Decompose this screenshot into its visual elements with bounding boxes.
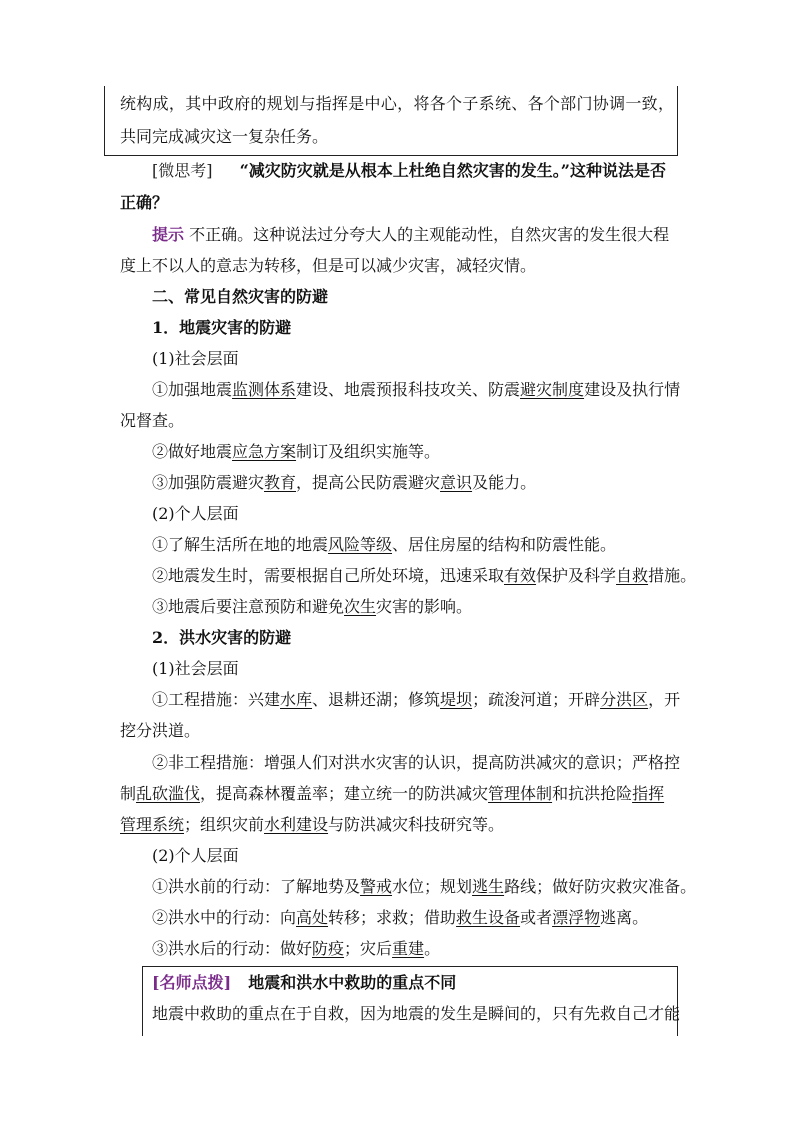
text: 建设、地震预报科技攻关、防震 xyxy=(296,380,521,399)
section-2-title: 二、常见自然灾害的防避 xyxy=(152,287,329,306)
flood-personal-item-3 xyxy=(152,936,440,962)
earthquake-social-item-1 xyxy=(152,377,680,403)
earthquake-social-item-3 xyxy=(152,470,536,496)
text: ①加强地震 xyxy=(152,380,233,399)
earthquake-personal-item-3 xyxy=(152,594,472,620)
text: 灾害的影响。 xyxy=(376,597,473,616)
earthquake-social-heading: (1)社会层面 xyxy=(152,349,239,368)
hint-tag: 提示 xyxy=(152,225,185,244)
hint-text: 不正确。这种说法过分夸大人的主观能动性，自然灾害的发生很大程 xyxy=(189,225,670,244)
text: 。 xyxy=(424,939,441,958)
text: ③洪水后的行动：做好 xyxy=(152,939,313,958)
text: ；组织灾前 xyxy=(184,815,265,834)
text: ，提高公民防震避灾 xyxy=(296,473,441,492)
keyword: 高处 xyxy=(296,908,329,927)
keyword: 逃生 xyxy=(472,877,505,896)
text: 和抗洪抢险 xyxy=(552,784,633,803)
keyword: 监测体系 xyxy=(232,380,297,399)
flood-nonengineering-line-2 xyxy=(120,781,664,807)
flood-social-heading: (1)社会层面 xyxy=(152,659,239,678)
keyword: 警戒 xyxy=(360,877,393,896)
keyword: 管理体制 xyxy=(488,784,553,803)
text: 、居住房屋的结构和防震性能。 xyxy=(392,535,617,554)
text: 建设及执行情 xyxy=(584,380,681,399)
text: ①了解生活所在地的地震 xyxy=(152,535,329,554)
teacher-tip-text: 地震中救助的重点在于自救，因为地震的发生是瞬间的，只有先救自己才能 xyxy=(152,1004,681,1023)
flood-engineering-line-2: 挖分洪道。 xyxy=(120,721,201,740)
text: 及能力。 xyxy=(472,473,537,492)
think-question-line-1 xyxy=(152,158,666,184)
text: 转移；求救；借助 xyxy=(328,908,457,927)
keyword: 水利建设 xyxy=(264,815,329,834)
earthquake-social-item-2 xyxy=(152,439,440,465)
text: ①工程措施：兴建 xyxy=(152,690,281,709)
keyword: 堤坝 xyxy=(440,690,473,709)
keyword: 乱砍滥伐 xyxy=(136,784,201,803)
text: 或者 xyxy=(520,908,553,927)
text: 、退耕还湖；修筑 xyxy=(312,690,441,709)
earthquake-social-item-1-cont: 况督查。 xyxy=(120,411,185,430)
earthquake-title: 1．地震灾害的防避 xyxy=(152,318,292,337)
text: 制订及组织实施等。 xyxy=(296,442,441,461)
keyword: 次生 xyxy=(344,597,377,616)
keyword: 漂浮物 xyxy=(552,908,601,927)
hint-line-1 xyxy=(152,222,669,248)
text: ①洪水前的行动：了解地势及 xyxy=(152,877,361,896)
text: 保护及科学 xyxy=(536,566,617,585)
flood-personal-heading: (2)个人层面 xyxy=(152,846,239,865)
earthquake-personal-heading: (2)个人层面 xyxy=(152,504,239,523)
text: ②地震发生时，需要根据自己所处环境，迅速采取 xyxy=(152,566,505,585)
flood-title: 2．洪水灾害的防避 xyxy=(152,628,292,647)
keyword: 水库 xyxy=(280,690,313,709)
text: ③加强防震避灾 xyxy=(152,473,265,492)
think-question-line-2: 正确？ xyxy=(120,193,169,212)
text: 路线；做好防灾救灾准备。 xyxy=(504,877,697,896)
box-top-line-1: 统构成，其中政府的规划与指挥是中心，将各个子系统、各个部门协调一致， xyxy=(120,94,674,113)
flood-nonengineering-line-1: ②非工程措施：增强人们对洪水灾害的认识，提高防洪减灾的意识；严格控 xyxy=(152,753,681,772)
teacher-title: 地震和洪水中救助的重点不同 xyxy=(248,973,457,992)
keyword: 自救 xyxy=(616,566,649,585)
earthquake-personal-item-2 xyxy=(152,563,696,589)
flood-nonengineering-line-3 xyxy=(120,812,504,838)
hint-line-2: 度上不以人的意志为转移，但是可以减少灾害，减轻灾情。 xyxy=(120,256,537,275)
keyword: 管理系统 xyxy=(120,815,185,834)
keyword: 指挥 xyxy=(632,784,665,803)
teacher-tip-heading xyxy=(152,970,456,996)
flood-personal-item-1 xyxy=(152,874,696,900)
keyword: 防疫 xyxy=(312,939,345,958)
keyword: 救生设备 xyxy=(456,908,521,927)
keyword: 重建 xyxy=(392,939,425,958)
keyword: 风险等级 xyxy=(328,535,393,554)
text: ②做好地震 xyxy=(152,442,233,461)
keyword: 应急方案 xyxy=(232,442,297,461)
keyword: 教育 xyxy=(264,473,297,492)
text: ，开 xyxy=(648,690,681,709)
think-tag: [微思考] xyxy=(152,161,213,180)
text: 措施。 xyxy=(648,566,697,585)
box-top-line-2: 共同完成减灾这一复杂任务。 xyxy=(120,127,329,146)
keyword: 避灾制度 xyxy=(520,380,585,399)
text: 水位；规划 xyxy=(392,877,473,896)
text: ；疏浚河道；开辟 xyxy=(472,690,601,709)
flood-personal-item-2 xyxy=(152,905,648,931)
teacher-tag: [名师点拨] xyxy=(152,973,232,992)
keyword: 有效 xyxy=(504,566,537,585)
earthquake-personal-item-1 xyxy=(152,532,616,558)
think-question-text: “减灾防灾就是从根本上杜绝自然灾害的发生。”这种说法是否 xyxy=(239,161,667,180)
text: 制 xyxy=(120,784,137,803)
flood-engineering-line-1 xyxy=(152,687,680,713)
text: ，提高森林覆盖率；建立统一的防洪减灾 xyxy=(200,784,489,803)
text: ②洪水中的行动：向 xyxy=(152,908,297,927)
text: ③地震后要注意预防和避免 xyxy=(152,597,345,616)
text: 逃离。 xyxy=(600,908,649,927)
keyword: 意识 xyxy=(440,473,473,492)
text: ；灾后 xyxy=(344,939,393,958)
text: 与防洪减灾科技研究等。 xyxy=(328,815,505,834)
keyword: 分洪区 xyxy=(600,690,649,709)
